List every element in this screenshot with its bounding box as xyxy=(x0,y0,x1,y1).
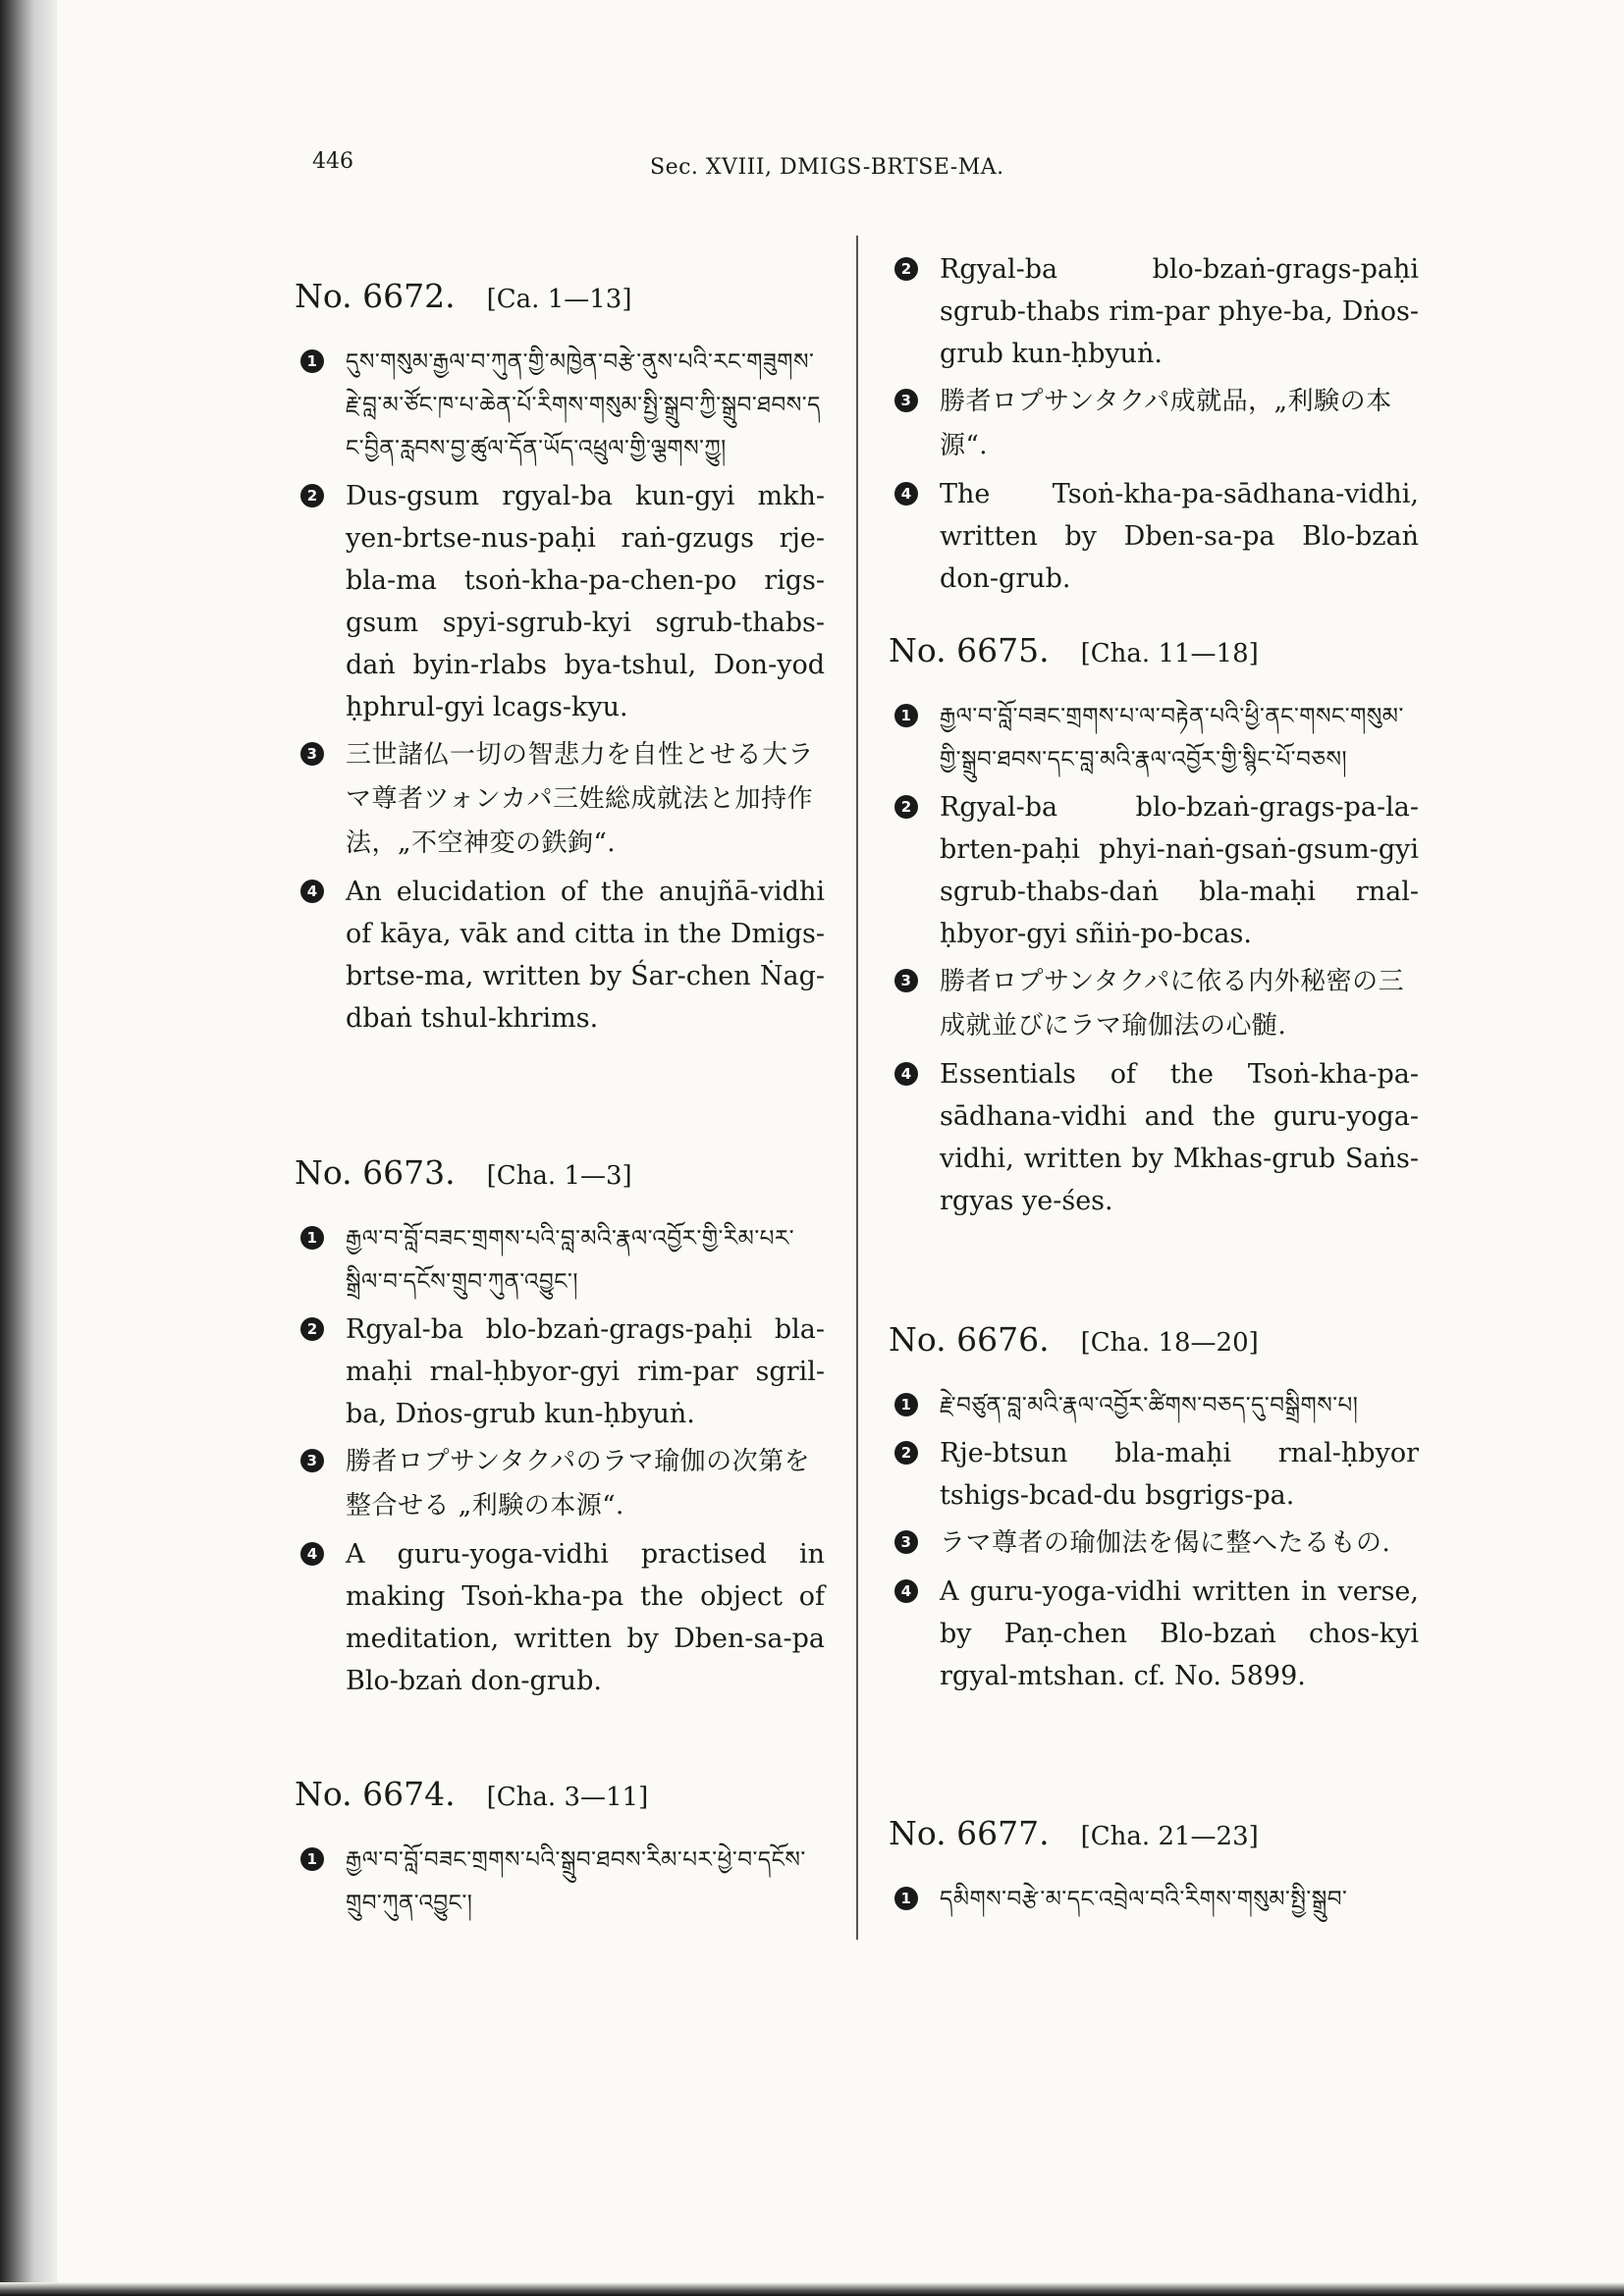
item-marker: 4 xyxy=(300,1542,324,1566)
transliterated-title xyxy=(889,1432,1419,1517)
entry-heading xyxy=(295,277,825,315)
item-text: རྒྱལ་བ་བློ་བཟང་གྲགས་པའི་བླ་མའི་རྣལ་འབྱོར་གྱི་རིམ་པར་སྒྲིལ་བ་དངོས་གྲུབ་ཀུན་འབྱུང་། xyxy=(346,1226,795,1295)
transliterated-title xyxy=(295,475,825,728)
item-marker: 4 xyxy=(300,880,324,903)
item-marker: 4 xyxy=(894,482,918,506)
item-marker: 1 xyxy=(300,1226,324,1250)
catalog-entry xyxy=(295,1775,825,1930)
tibetan-title xyxy=(295,341,825,470)
page-bottom-edge xyxy=(0,2282,1624,2296)
item-text: Rgyal-ba blo-bzaṅ-grags-paḥi bla-maḥi rnal-ḥbyor-gyi rim-par sgril-ba, Dṅos-grub kun-ḥbyuṅ. xyxy=(346,1314,825,1429)
english-description xyxy=(889,473,1419,600)
item-marker: 2 xyxy=(300,484,324,507)
japanese-title xyxy=(889,380,1419,468)
entry-reference: [Cha. 3—11] xyxy=(486,1783,649,1812)
catalog-entry xyxy=(889,1320,1419,1702)
entry-number: No. 6676. xyxy=(889,1320,1050,1359)
item-text: 勝者ロプサンタクパのラマ瑜伽の次第を整合せる „利験の本源“. xyxy=(346,1447,811,1521)
catalog-entry-continued xyxy=(889,248,1419,605)
item-text: Essentials of the Tsoṅ-kha-pa-sādhana-vidhi and the guru-yoga-vidhi, written by Mkhas-grub Saṅs-rgyas ye-śes. xyxy=(940,1059,1419,1216)
page-number: 446 xyxy=(312,149,353,174)
item-text: 勝者ロプサンタクパに依る内外秘密の三成就並びにラマ瑜伽法の心髄. xyxy=(940,967,1405,1041)
item-marker: 1 xyxy=(894,1887,918,1910)
english-description xyxy=(295,871,825,1040)
column-divider xyxy=(856,236,858,1940)
item-text: རྗེ་བཙུན་བླ་མའི་རྣལ་འབྱོར་ཚིགས་བཅད་དུ་བསྒྲིགས་པ། xyxy=(940,1393,1359,1418)
item-marker: 2 xyxy=(894,1441,918,1465)
item-text: རྒྱལ་བ་བློ་བཟང་གྲགས་པའི་སྒྲུབ་ཐབས་རིམ་པར་ཕྱེ་བ་དངོས་གྲུབ་ཀུན་འབྱུང་། xyxy=(346,1847,806,1916)
item-marker: 1 xyxy=(300,349,324,373)
catalog-entry xyxy=(889,631,1419,1227)
tibetan-title xyxy=(889,1878,1419,1921)
japanese-title xyxy=(889,1522,1419,1566)
japanese-title xyxy=(295,1440,825,1528)
tibetan-title xyxy=(889,695,1419,781)
catalog-entry xyxy=(889,1814,1419,1926)
item-text: Rgyal-ba blo-bzaṅ-grags-pa-la-brten-paḥi phyi-naṅ-gsaṅ-gsum-gyi sgrub-thabs-daṅ bla-maḥi rnal-ḥbyor-gyi sñiṅ-po-bcas. xyxy=(940,792,1419,949)
item-text: The Tsoṅ-kha-pa-sādhana-vidhi, written by Dben-sa-pa Blo-bzaṅ don-grub. xyxy=(940,479,1419,594)
item-marker: 3 xyxy=(300,742,324,766)
item-text: An elucidation of the anujñā-vidhi of kāya, vāk and citta in the Dmigs-brtse-ma, written by Śar-chen Ṅag-dbaṅ tshul-khrims. xyxy=(346,877,825,1034)
item-text: Dus-gsum rgyal-ba kun-gyi mkh-yen-brtse-nus-paḥi raṅ-gzugs rje-bla-ma tsoṅ-kha-pa-chen-po rigs-gsum spyi-sgrub-kyi sgrub-thabs-daṅ byin-rlabs bya-tshul, Don-yod ḥphrul-gyi lcags-kyu. xyxy=(346,481,825,722)
item-marker: 2 xyxy=(300,1317,324,1341)
item-text: རྒྱལ་བ་བློ་བཟང་གྲགས་པ་ལ་བརྟེན་པའི་ཕྱི་ནང་གསང་གསུམ་གྱི་སྒྲུབ་ཐབས་དང་བླ་མའི་རྣལ་འབྱོར་གྱི་སྙིང་པོ་བཅས། xyxy=(940,704,1404,773)
entry-reference: [Cha. 21—23] xyxy=(1080,1822,1259,1851)
catalog-entry xyxy=(295,277,825,1044)
entry-number: No. 6675. xyxy=(889,631,1050,669)
tibetan-title xyxy=(295,1839,825,1925)
tibetan-title xyxy=(889,1384,1419,1427)
catalog-entry xyxy=(295,1153,825,1707)
tibetan-title xyxy=(295,1217,825,1304)
item-marker: 1 xyxy=(894,1393,918,1416)
english-description xyxy=(295,1533,825,1702)
entry-heading xyxy=(889,631,1419,669)
entry-number: No. 6673. xyxy=(295,1153,456,1192)
item-marker: 3 xyxy=(894,1530,918,1554)
item-marker: 3 xyxy=(894,389,918,412)
item-text: Rgyal-ba blo-bzaṅ-grags-paḥi sgrub-thabs rim-par phye-ba, Dṅos-grub kun-ḥbyuṅ. xyxy=(940,254,1419,369)
item-text: དུས་གསུམ་རྒྱལ་བ་ཀུན་གྱི་མཁྱེན་བརྩེ་ནུས་པའི་རང་གཟུགས་རྗེ་བླ་མ་ཙོང་ཁ་པ་ཆེན་པོ་རིགས་གསུམ་སྤྱི་སྒྲུབ་ཀྱི་སྒྲུབ་ཐབས་དང་བྱིན་རླབས་བྱ་ཚུལ་དོན་ཡོད་འཕྲུལ་གྱི་ལྕགས་ཀྱུ། xyxy=(346,349,821,461)
item-marker: 1 xyxy=(894,704,918,727)
entry-heading xyxy=(889,1320,1419,1359)
transliterated-title xyxy=(295,1308,825,1435)
item-text: Rje-btsun bla-maḥi rnal-ḥbyor tshigs-bcad-du bsgrigs-pa. xyxy=(940,1438,1419,1511)
transliterated-title xyxy=(889,786,1419,955)
japanese-title xyxy=(295,733,825,866)
item-marker: 2 xyxy=(894,257,918,281)
item-marker: 4 xyxy=(894,1062,918,1086)
book-binding-shadow xyxy=(0,0,57,2296)
item-text: 三世諸仏一切の智悲力を自性とせる大ラマ尊者ツォンカパ三姓総成就法と加持作法，„不空神変の鉄鉤“. xyxy=(346,740,815,858)
item-text: 勝者ロプサンタクパ成就品，„利験の本源“. xyxy=(940,387,1392,460)
item-marker: 2 xyxy=(894,795,918,819)
item-marker: 1 xyxy=(300,1847,324,1871)
entry-reference: [Cha. 1—3] xyxy=(486,1161,632,1191)
entry-heading xyxy=(889,1814,1419,1852)
entry-number: No. 6674. xyxy=(295,1775,456,1813)
english-description xyxy=(889,1053,1419,1222)
item-marker: 3 xyxy=(300,1449,324,1472)
running-head: Sec. XVIII, DMIGS-BRTSE-MA. xyxy=(650,155,1004,180)
entry-heading xyxy=(295,1153,825,1192)
item-text: ラマ尊者の瑜伽法を偈に整へたるもの. xyxy=(940,1528,1391,1558)
entry-reference: [Cha. 11—18] xyxy=(1080,639,1259,668)
japanese-title xyxy=(889,960,1419,1048)
entry-reference: [Cha. 18—20] xyxy=(1080,1328,1259,1358)
entry-heading xyxy=(295,1775,825,1813)
item-marker: 4 xyxy=(894,1579,918,1603)
item-text: དམིགས་བརྩེ་མ་དང་འབྲེལ་བའི་རིགས་གསུམ་སྤྱི་སྒྲུབ་ xyxy=(940,1887,1348,1912)
transliterated-title xyxy=(889,248,1419,375)
item-text: A guru-yoga-vidhi written in verse, by Paṇ-chen Blo-bzaṅ chos-kyi rgyal-mtshan. cf. No. 5899. xyxy=(940,1576,1419,1691)
item-marker: 3 xyxy=(894,969,918,992)
item-text: A guru-yoga-vidhi practised in making Tsoṅ-kha-pa the object of meditation, written by Dben-sa-pa Blo-bzaṅ don-grub. xyxy=(346,1539,825,1696)
entry-reference: [Ca. 1—13] xyxy=(486,285,632,314)
english-description xyxy=(889,1571,1419,1697)
entry-number: No. 6672. xyxy=(295,277,456,315)
entry-number: No. 6677. xyxy=(889,1814,1050,1852)
